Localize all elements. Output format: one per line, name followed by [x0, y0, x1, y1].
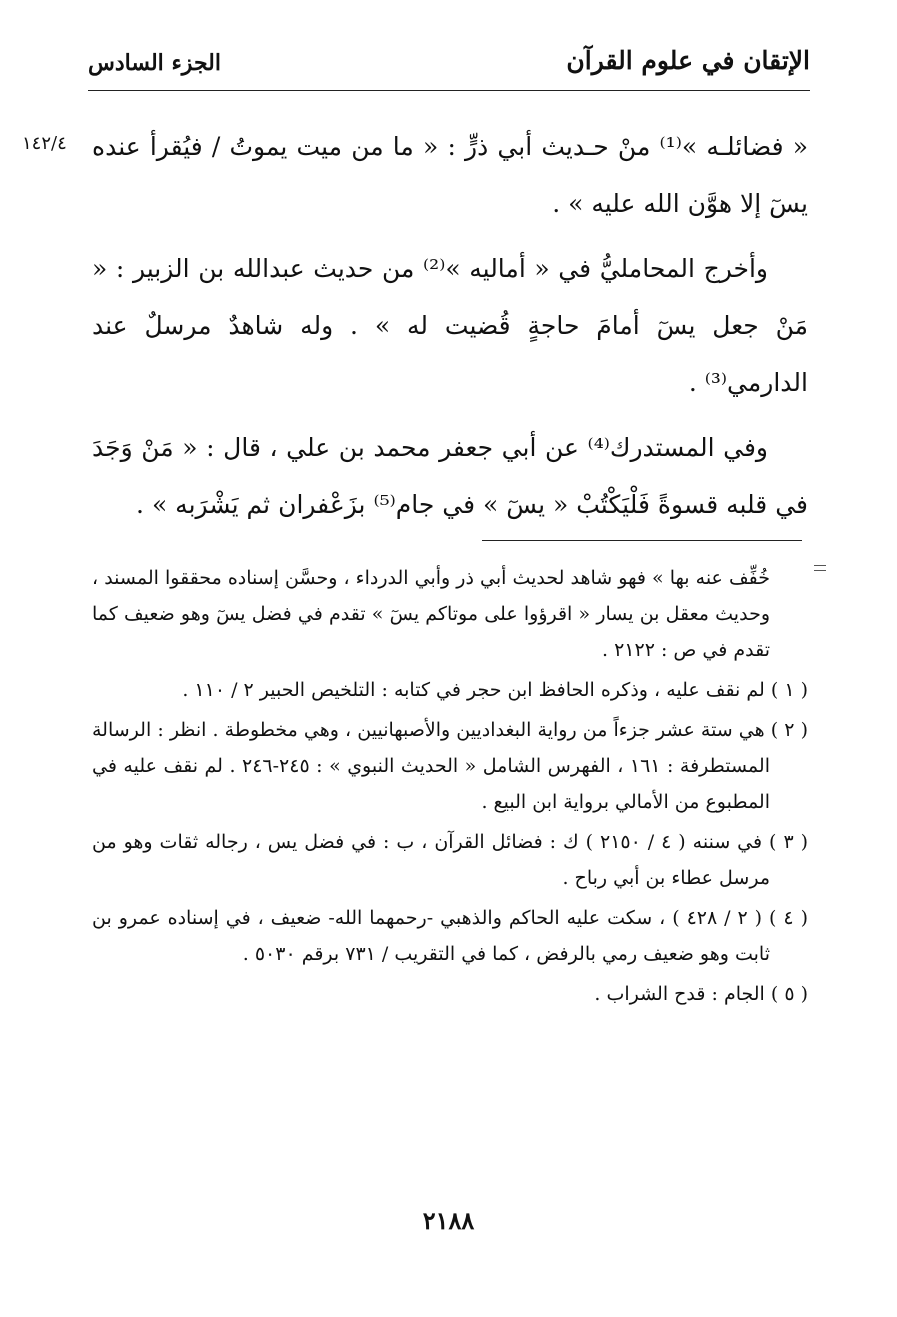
page-number: ٢١٨٨ — [422, 1206, 475, 1235]
continuation-mark — [814, 565, 826, 571]
footnotes — [92, 560, 808, 1016]
paragraph: وفي المستدرك⁽⁴⁾ عن أبي جعفر محمد بن علي ، قال : « مَنْ وَجَدَ في قلبه قسوةً فَلْيَكْتُبْ « يسٓ » في جام⁽⁵⁾ بزَعْفران ثم يَشْرَبه » . — [92, 433, 808, 519]
volume-label: الجزء السادس — [88, 50, 221, 76]
margin-reference: ١٤٢/٤ — [22, 133, 67, 154]
footnote-3: ( ٣ ) في سننه ( ٤ / ٢١٥٠ ) ك : فضائل القرآن ، ب : في فضل يس ، رجاله ثقات وهو من مرسل عطاء بن أبي رباح . — [92, 831, 809, 889]
footnote-4: ( ٤ ) ( ٢ / ٤٢٨ ) ، سكت عليه الحاكم والذهبي -رحمهما الله- ضعيف ، في إسناده عمرو بن ثابت وهو ضعيف رمي بالرفض ، كما في التقريب / ٧٣١ برقم ٥٠٣٠ . — [92, 907, 808, 965]
book-title: الإتقان في علوم القرآن — [566, 46, 810, 75]
paragraph: « فضائلـه »⁽¹⁾ منْ حـديث أبي ذرٍّ : « ما من ميت يموتُ / فيُقرأ عنده يسٓ إلا هوَّن الله عليه » . — [92, 132, 808, 218]
footnote-continuation: خُفِّف عنه بها » فهو شاهد لحديث أبي ذر وأبي الدرداء ، وحسَّن إسناده محققوا المسند ، وحديث معقل بن يسار « اقرؤوا على موتاكم يسٓ » تقدم في فضل يسٓ وهو ضعيف كما تقدم في ص : ٢١٢٢ . — [92, 567, 770, 661]
footnote-2: ( ٢ ) هي ستة عشر جزءاً من رواية البغداديين والأصبهانيين ، وهي مخطوطة . انظر : الرسالة المستطرفة : ١٦١ ، الفهرس الشامل « الحديث النبوي » : ٢٤٥-٢٤٦ . لم نقف عليه في المطبوع من الأمالي برواية ابن البيع . — [92, 719, 808, 813]
footnote-separator — [482, 540, 802, 541]
main-text — [92, 118, 808, 541]
footnote-1: ( ١ ) لم نقف عليه ، وذكره الحافظ ابن حجر في كتابه : التلخيص الحبير ٢ / ١١٠ . — [182, 679, 808, 701]
paragraph: وأخرج المحامليُّ في « أماليه »⁽²⁾ من حديث عبدالله بن الزبير : « مَنْ جعل يسٓ أمامَ حاجةٍ قُضيت له » . وله شاهدٌ مرسلٌ عند الدارمي⁽³⁾ . — [92, 254, 808, 397]
footnote-5: ( ٥ ) الجام : قدح الشراب . — [594, 983, 808, 1005]
running-header — [88, 40, 810, 91]
